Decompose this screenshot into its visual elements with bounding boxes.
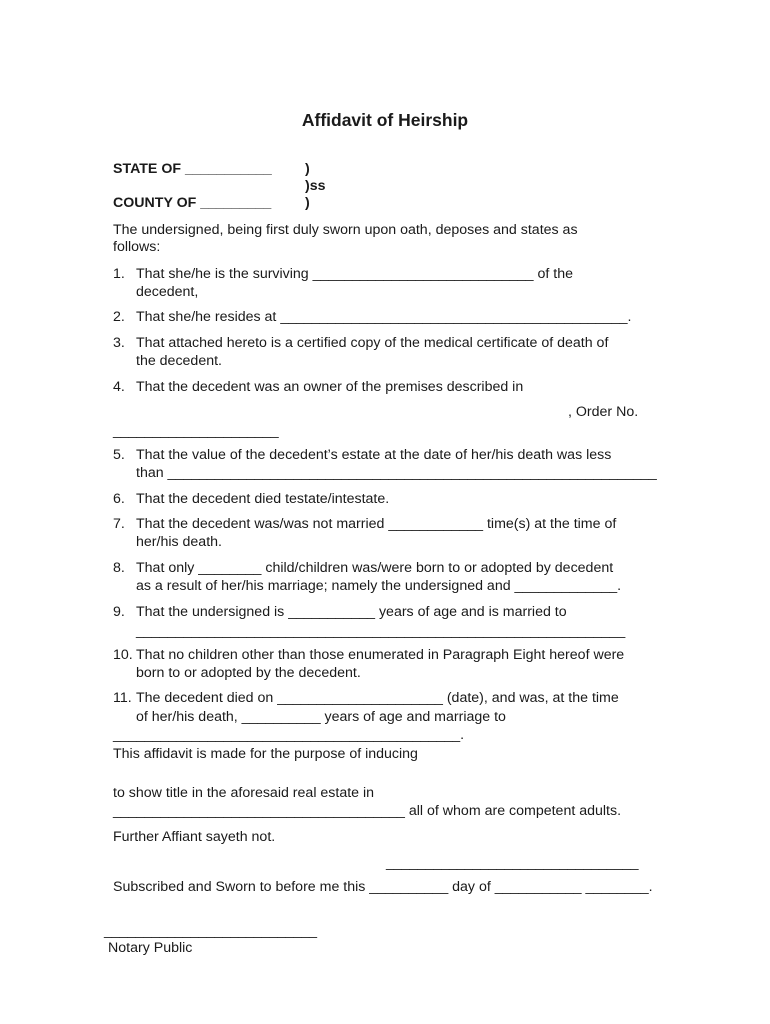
further-affiant: Further Affiant sayeth not. xyxy=(113,829,276,845)
item-number: 11. xyxy=(113,690,132,706)
affiant-signature-line: ________________________________ xyxy=(386,855,639,871)
item-10-line-1: That no children other than those enumerated in Paragraph Eight hereof were xyxy=(136,647,625,663)
order-number-blank: _____________________ xyxy=(113,423,279,439)
item-8-line-1: That only ________ child/children was/were born to or adopted by decedent xyxy=(136,560,614,576)
item-1-line-2: decedent, xyxy=(136,284,199,300)
item-number: 3. xyxy=(113,335,125,351)
item-11-line-2: of her/his death, __________ years of age and marriage to xyxy=(136,709,506,725)
state-field: STATE OF ___________ xyxy=(113,161,272,177)
item-1-line-1: That she/he is the surviving ____________________________ of the xyxy=(136,266,574,282)
venue-paren-2: ) xyxy=(305,195,310,211)
title-statement-line-1: to show title in the aforesaid real estate in xyxy=(113,785,375,801)
item-6-line-1: That the decedent died testate/intestate. xyxy=(136,491,390,507)
venue-paren-1: ) xyxy=(305,161,310,177)
item-3-line-2: the decedent. xyxy=(136,353,222,369)
order-number-label: , Order No. xyxy=(568,404,639,420)
item-8-line-2: as a result of her/his marriage; namely the undersigned and _____________. xyxy=(136,578,622,594)
item-10-line-2: born to or adopted by the decedent. xyxy=(136,665,361,681)
item-4-line-1: That the decedent was an owner of the premises described in xyxy=(136,379,524,395)
item-11-line-1: The decedent died on _____________________ (date), and was, at the time xyxy=(136,690,619,706)
purpose-statement: This affidavit is made for the purpose of inducing xyxy=(113,746,418,762)
intro-line-1: The undersigned, being first duly sworn upon oath, deposes and states as xyxy=(113,222,578,238)
item-3-line-1: That attached hereto is a certified copy of the medical certificate of death of xyxy=(136,335,609,351)
item-number: 4. xyxy=(113,379,125,395)
document-title: Affidavit of Heirship xyxy=(301,110,469,130)
item-number: 2. xyxy=(113,309,125,325)
county-field: COUNTY OF _________ xyxy=(113,195,272,211)
item-number: 5. xyxy=(113,447,125,463)
item-7-line-1: That the decedent was/was not married ____________ time(s) at the time of xyxy=(136,516,617,532)
item-9-line-1: That the undersigned is ___________ years of age and is married to xyxy=(136,604,567,620)
item-5-line-1: That the value of the decedent’s estate at the date of her/his death was less xyxy=(136,447,612,463)
notary-public-label: Notary Public xyxy=(108,940,193,956)
item-number: 6. xyxy=(113,491,125,507)
item-number: 9. xyxy=(113,604,125,620)
subscribed-sworn: Subscribed and Sworn to before me this __________ day of ___________ ________. xyxy=(113,879,653,895)
intro-line-2: follows: xyxy=(113,239,161,255)
notary-signature-line: ___________________________ xyxy=(104,923,318,939)
title-statement-line-2: _____________________________________ all of whom are competent adults. xyxy=(113,803,622,819)
item-number: 1. xyxy=(113,266,125,282)
venue-ss: )ss xyxy=(305,178,326,194)
item-number: 7. xyxy=(113,516,125,532)
item-11-line-3: ____________________________________________. xyxy=(113,727,465,743)
item-7-line-2: her/his death. xyxy=(136,534,222,550)
item-9-line-2: ______________________________________________________________ xyxy=(136,623,626,639)
item-2-line-1: That she/he resides at ____________________________________________. xyxy=(136,309,632,325)
item-number: 8. xyxy=(113,560,125,576)
item-5-line-2: than ______________________________________________________________ xyxy=(136,465,657,481)
item-number: 10. xyxy=(113,647,133,663)
